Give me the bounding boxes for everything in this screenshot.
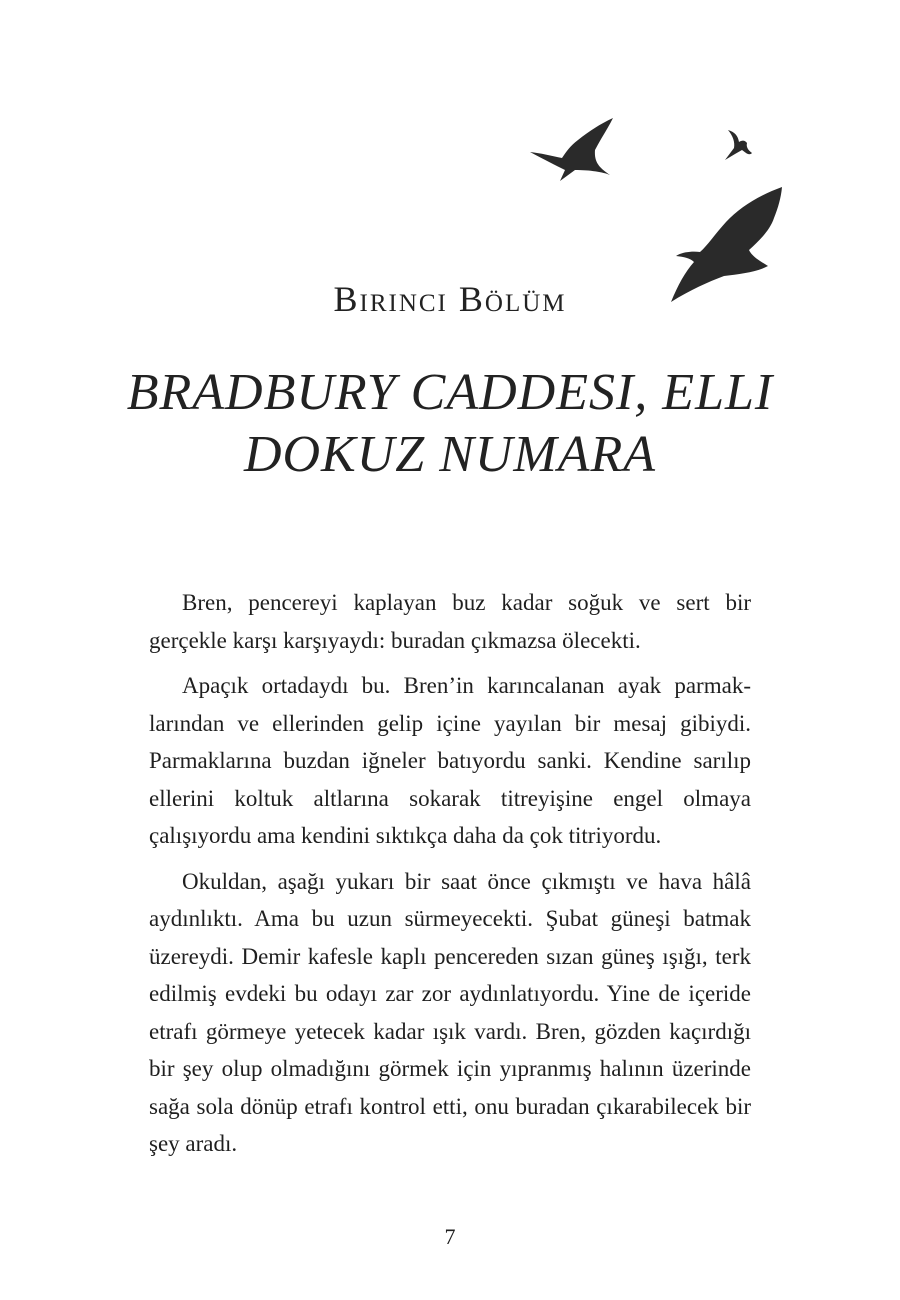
birds-illustration [0,0,900,320]
paragraph: Bren, pencereyi kaplayan buz kadar soğuk ve sert bir gerçekle karşı karşıyaydı: buradan çıkmazsa ölecekti. [149,590,751,653]
bird-silhouette-icon [530,118,613,181]
paragraph: Okuldan, aşağı yukarı bir saat önce çıkmıştı ve hava hâlâ aydınlıktı. Ama bu uzun sürmeyecekti. Şubat güneşi batmak üzereydi. Demir kafesle kaplı pencereden sızan güneş ışığı, terk edilmiş evdeki bu odayı zar zor aydınlatıyordu. Yine de içeride etrafı görmeye yetecek kadar ışık vardı. Bren, gözden kaçırdığı bir şey olup olmadığını görmek için yıpranmış halının üzerinde sağa sola dönüp etrafı kontrol etti, onu buradan çıkarabilecek bir şey aradı. [149,868,751,1156]
bird-silhouette-icon [725,130,752,160]
chapter-label: Birinci Bölüm [333,279,567,319]
chapter-title: BRADBURY CADDESI, ELLI DOKUZ NUMARA [126,364,774,483]
page-number: 7 [444,1224,456,1249]
body-text [149,584,751,1171]
paragraph: Apaçık ortadaydı bu. Bren’in karıncalanan ayak parmaklarından ve ellerinden gelip içine yayılan bir mesaj gibiydi. Parmaklarına buzdan iğneler batıyordu sanki. Kendine sarılıp ellerini koltuk altlarına sokarak titreyişine engel olmaya çalışıyordu ama kendini sıktıkça daha da çok titriyordu. [149,673,751,848]
